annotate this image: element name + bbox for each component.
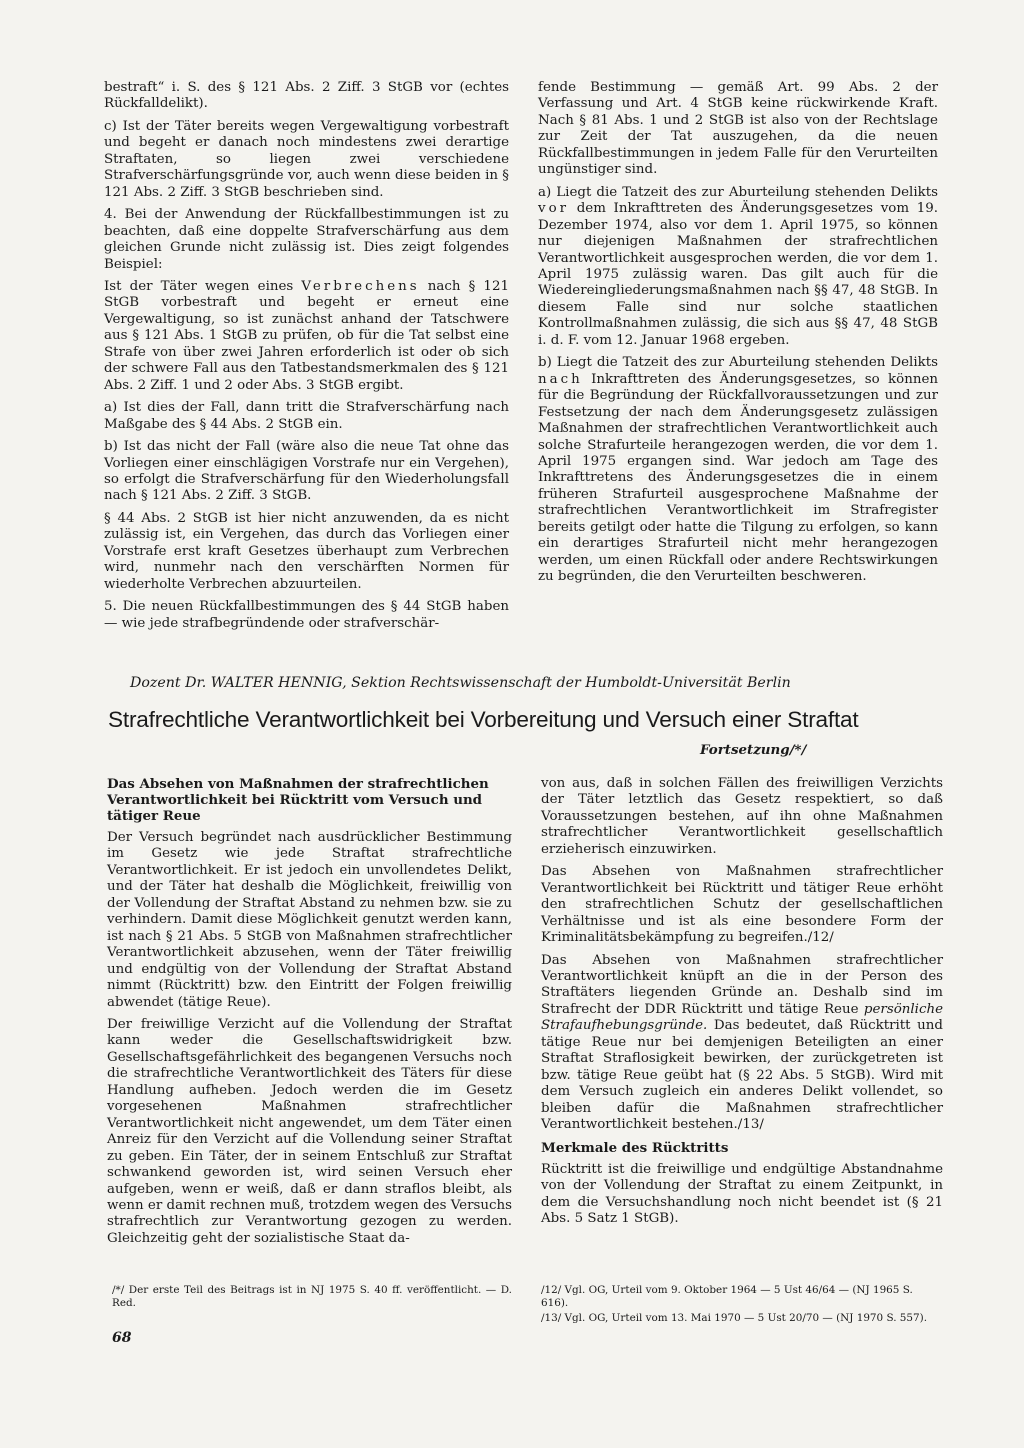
paragraph: Der Versuch begründet nach ausdrücklicher Bestimmung im Gesetz wie jede Straftat strafrechtliche Verantwortlichkeit. Er ist jedoch ein unvollendetes Delikt, und der Täter hat deshalb die Möglichkeit, freiwillig von der Vollendung der Straftat Abstand zu nehmen bzw. sie zu verhindern. Damit diese Möglichkeit genutzt werden kann, ist nach § 21 Abs. 5 StGB von Maßnahmen strafrechtlicher Verantwortlichkeit abzusehen, wenn der Täter freiwillig und endgültig von der Vollendung der Straftat Abstand nimmt (Rücktritt) bzw. den Eintritt der Folgen freiwillig abwendet (tätige Reue).: [107, 830, 512, 1010]
paragraph: bestraft“ i. S. des § 121 Abs. 2 Ziff. 3 StGB vor (echtes Rückfalldelikt).: [104, 80, 509, 112]
subheading: Merkmale des Rücktritts: [541, 1139, 729, 1156]
footnote: /*/ Der erste Teil des Beitrags ist in NJ 1975 S. 40 ff. veröffentlicht. — D. Red.: [112, 1284, 512, 1309]
top-left-column: [104, 80, 509, 632]
footnote: /12/ Vgl. OG, Urteil vom 9. Oktober 1964 — 5 Ust 46/64 — (NJ 1965 S. 616).: [541, 1284, 913, 1309]
paragraph: Rücktritt ist die freiwillige und endgültige Abstandnahme von der Vollendung der Straftat zu einem Zeitpunkt, in dem die Versuchshandlung noch nicht beendet ist (§ 21 Abs. 5 Satz 1 StGB).: [541, 1161, 943, 1227]
paragraph: von aus, daß in solchen Fällen des freiwilligen Verzichts der Täter letztlich das Gesetz respektiert, so daß Voraussetzungen bestehen, auf ihn ohne Maßnahmen strafrechtlicher Verantwortlichkeit gesellschaftlich erzieherisch einzuwirken.: [541, 776, 943, 857]
text-run: dem Inkrafttreten des Änderungsgesetzes vom 19. Dezember 1974, also vor dem 1. April 1975, so können nur diejenigen Maßnahmen der strafrechtlichen Verantwortlichkeit ausgesprochen werden, die vor dem 1. April 1975 zulässig waren. Das gilt auch für die Wiedereingliederungsmaßnahmen nach §§ 47, 48 StGB. In diesem Falle sind nur solche staatlichen Kontrollmaßnahmen zulässig, die sich aus §§ 47, 48 StGB i. d. F. vom 12. Januar 1968 ergeben.: [538, 201, 938, 348]
article-title: Strafrechtliche Verantwortlichkeit bei Vorbereitung und Versuch einer Straftat: [108, 707, 859, 732]
text-run: Das Absehen von Maßnahmen strafrechtlicher Verantwortlichkeit knüpft an die in der Person des Straftäters liegenden Gründe an. Deshalb sind im Strafrecht der DDR Rücktritt und tätige Reue: [541, 952, 943, 1017]
paragraph: [538, 355, 938, 585]
paragraph: fende Bestimmung — gemäß Art. 99 Abs. 2 der Verfassung und Art. 4 StGB keine rückwirkende Kraft. Nach § 81 Abs. 1 und 2 StGB ist also von der Rechtslage zur Zeit der Tat auszugehen, da die neuen Rückfallbestimmungen in jedem Falle für den Verurteilten ungünstiger sind.: [538, 80, 938, 178]
bottom-left-column: [107, 776, 512, 1247]
paragraph: Das Absehen von Maßnahmen strafrechtlicher Verantwortlichkeit bei Rücktritt und tätiger Reue erhöht den strafrechtlichen Schutz der gesellschaftlichen Verhältnisse und ist als eine besondere Form der Kriminalitätsbekämpfung zu begreifen./12/: [541, 864, 943, 946]
footnote: /13/ Vgl. OG, Urteil vom 13. Mai 1970 — 5 Ust 20/70 — (NJ 1970 S. 557).: [541, 1312, 927, 1324]
paragraph: b) Ist das nicht der Fall (wäre also die neue Tat ohne das Vorliegen einer einschlägigen Vorstrafe nur ein Vergehen), so erfolgt die Strafverschärfung für den Wiederholungsfall nach § 121 Abs. 2 Ziff. 3 StGB.: [104, 439, 509, 504]
section-heading: Das Absehen von Maßnahmen der strafrechtlichen Verantwortlichkeit bei Rücktritt vom Versuch und tätiger Reue: [107, 776, 489, 824]
text-run: Inkrafttreten des Änderungsgesetzes, so können für die Begründung der Rückfallvoraussetzungen und zur Festsetzung der nach dem Änderungsgesetz zulässigen Maßnahmen der strafrechtlichen Verantwortlichkeit auch solche Strafurteile herangezogen werden, die vor dem 1. April 1975 ergangen sind. War jedoch am Tage des Inkrafttretens des Änderungsgesetzes die in einem früheren Strafurteil ausgesprochene Maßnahme der strafrechtlichen Verantwortlichkeit im Strafregister bereits getilgt oder hatte die Tilgung zu erfolgen, so kann ein derartiges Strafurteil nicht mehr herangezogen werden, um einen Rückfall oder andere Rechtswirkungen zu begründen, die den Verurteilten beschweren.: [538, 371, 938, 585]
paragraph: Der freiwillige Verzicht auf die Vollendung der Straftat kann weder die Gesellschaftswidrigkeit bzw. Gesellschaftsgefährlichkeit des begangenen Versuchs noch die strafrechtliche Verantwortlichkeit des Täters für diese Handlung aufheben. Jedoch werden die im Gesetz vorgesehenen Maßnahmen strafrechtlicher Verantwortlichkeit nicht angewendet, um dem Täter einen Anreiz für den Verzicht auf die Vollendung seiner Straftat zu geben. Ein Täter, der in seinem Entschluß zur Straftat schwankend geworden ist, wird seinen Versuch eher aufgeben, wenn er weiß, daß er dann straflos bleibt, als wenn er damit rechnen muß, trotzdem wegen des Versuchs strafrechtlich zur Verantwortung gezogen zu werden. Gleichzeitig geht der sozialistische Staat da-: [107, 1016, 512, 1246]
paragraph: [104, 279, 509, 394]
text-run: nach § 121 StGB vorbestraft und begeht er erneut eine Vergewaltigung, so ist zunächst anhand der Tatschwere aus § 121 Abs. 1 StGB zu prüfen, ob für die Tat selbst eine Strafe von über zwei Jahren erforderlich ist oder ob sich der schwere Fall aus den Tatbestandsmerkmalen des § 121 Abs. 2 Ziff. 1 und 2 oder Abs. 3 StGB ergibt.: [104, 278, 509, 393]
text-run: Ist der Täter wegen eines: [104, 278, 294, 294]
footnotes: [541, 1284, 943, 1327]
paragraph: 4. Bei der Anwendung der Rückfallbestimmungen ist zu beachten, daß eine doppelte Strafverschärfung aus dem gleichen Grunde nicht zulässig ist. Dies zeigt folgendes Beispiel:: [104, 207, 509, 272]
bottom-right-column: [541, 776, 943, 1228]
author-line: Dozent Dr. WALTER HENNIG, Sektion Rechtswissenschaft der Humboldt-Universität Berlin: [130, 675, 791, 691]
continuation-label: Fortsetzung/*/: [700, 742, 807, 758]
paragraph: 5. Die neuen Rückfallbestimmungen des § 44 StGB haben — wie jede strafbegründende oder strafverschär-: [104, 599, 509, 631]
text-run: a) Liegt die Tatzeit des zur Aburteilung stehenden Delikts: [538, 184, 938, 200]
paragraph: [538, 185, 938, 350]
spaced-text: Verbrechens: [301, 278, 420, 294]
paragraph: a) Ist dies der Fall, dann tritt die Strafverschärfung nach Maßgabe des § 44 Abs. 2 StGB ein.: [104, 400, 509, 432]
page-number: 68: [112, 1330, 132, 1346]
spaced-text: nach: [538, 371, 583, 387]
paragraph: § 44 Abs. 2 StGB ist hier nicht anzuwenden, da es nicht zulässig ist, ein Vergehen, das durch das Vorliegen einer Vorstrafe erst kraft Gesetzes überhaupt zum Verbrechen wird, nunmehr nach den verschärften Normen für wiederholte Verbrechen abzuurteilen.: [104, 510, 509, 592]
spaced-text: vor: [538, 201, 570, 217]
paragraph: c) Ist der Täter bereits wegen Vergewaltigung vorbestraft und begeht er danach noch mindestens zwei derartige Straftaten, so liegen zwei verschiedene Strafverschärfungsgründe vor, auch wenn diese beiden in § 121 Abs. 2 Ziff. 3 StGB beschrieben sind.: [104, 118, 509, 200]
text-run: Das bedeutet, daß Rücktritt und tätige Reue nur bei demjenigen Beteiligten an einer Straftat Straflosigkeit bewirken, der zurückgetreten ist bzw. tätige Reue geübt hat (§ 22 Abs. 5 StGB). Wird mit dem Versuch zugleich ein anderes Delikt vollendet, so bleiben dafür die Maßnahmen strafrechtlicher Verantwortlichkeit bestehen./13/: [541, 1018, 943, 1133]
italic-text: persönliche Strafaufhebungsgründe.: [541, 1001, 943, 1034]
text-run: b) Liegt die Tatzeit des zur Aburteilung stehenden Delikts: [538, 355, 938, 371]
top-right-column: [538, 80, 938, 586]
paragraph: [541, 953, 943, 1134]
